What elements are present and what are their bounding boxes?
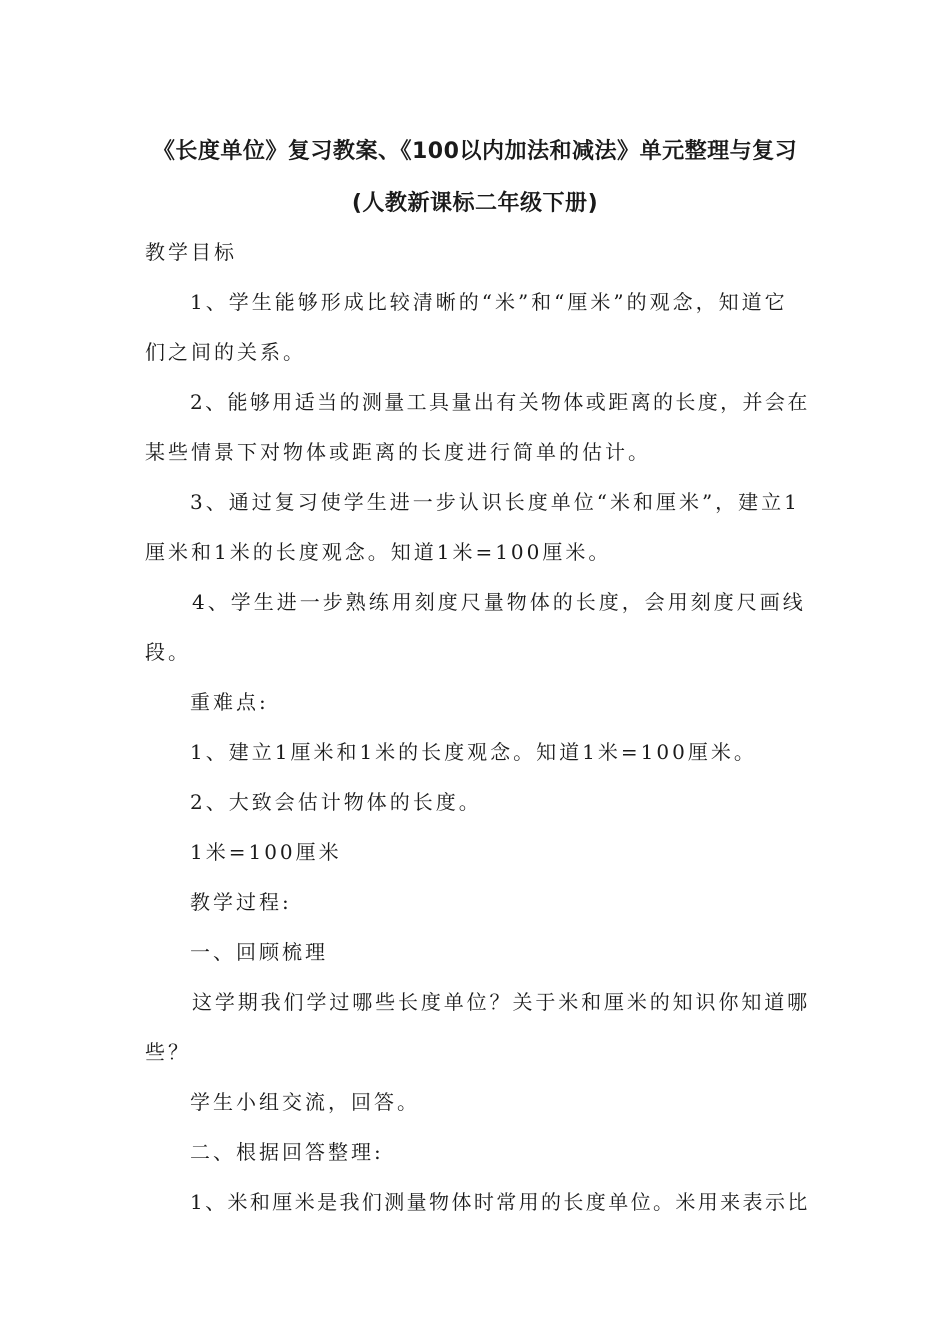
- section-heading-process: 教学过程:: [190, 890, 292, 914]
- section-heading-organize: 二、根据回答整理:: [190, 1140, 384, 1164]
- paragraph-line: 4、学生进一步熟练用刻度尺量物体的长度，会用刻度尺画线: [192, 590, 806, 614]
- paragraph-line: 学生小组交流，回答。: [190, 1090, 420, 1114]
- paragraph-line: 某些情景下对物体或距离的长度进行简单的估计。: [145, 440, 651, 464]
- paragraph-line: 2、大致会估计物体的长度。: [190, 790, 482, 814]
- paragraph-line: 段。: [145, 640, 191, 664]
- document-title: 《长度单位》复习教案、《100以内加法和减法》单元整理与复习: [152, 139, 798, 164]
- paragraph-line: 1、学生能够形成比较清晰的“米”和“厘米”的观念，知道它: [190, 290, 788, 314]
- paragraph-line: 些？: [145, 1040, 191, 1064]
- paragraph-line: 这学期我们学过哪些长度单位？关于米和厘米的知识你知道哪: [192, 990, 810, 1014]
- paragraph-line: 3、通过复习使学生进一步认识长度单位“米和厘米”，建立1: [190, 490, 800, 514]
- paragraph-line: 2、能够用适当的测量工具量出有关物体或距离的长度，并会在: [190, 390, 810, 414]
- section-heading-key-points: 重难点:: [190, 690, 269, 714]
- section-heading-review: 一、回顾梳理: [190, 940, 328, 964]
- paragraph-line: 们之间的关系。: [145, 340, 306, 364]
- paragraph-line: 1、米和厘米是我们测量物体时常用的长度单位。米用来表示比: [190, 1190, 810, 1214]
- paragraph-line: 厘米和1米的长度观念。知道1米=100厘米。: [145, 540, 612, 564]
- section-heading-objectives: 教学目标: [145, 240, 237, 264]
- paragraph-line: 1米=100厘米: [190, 840, 342, 864]
- paragraph-line: 1、建立1厘米和1米的长度观念。知道1米=100厘米。: [190, 740, 757, 764]
- document-subtitle: (人教新课标二年级下册): [351, 191, 599, 216]
